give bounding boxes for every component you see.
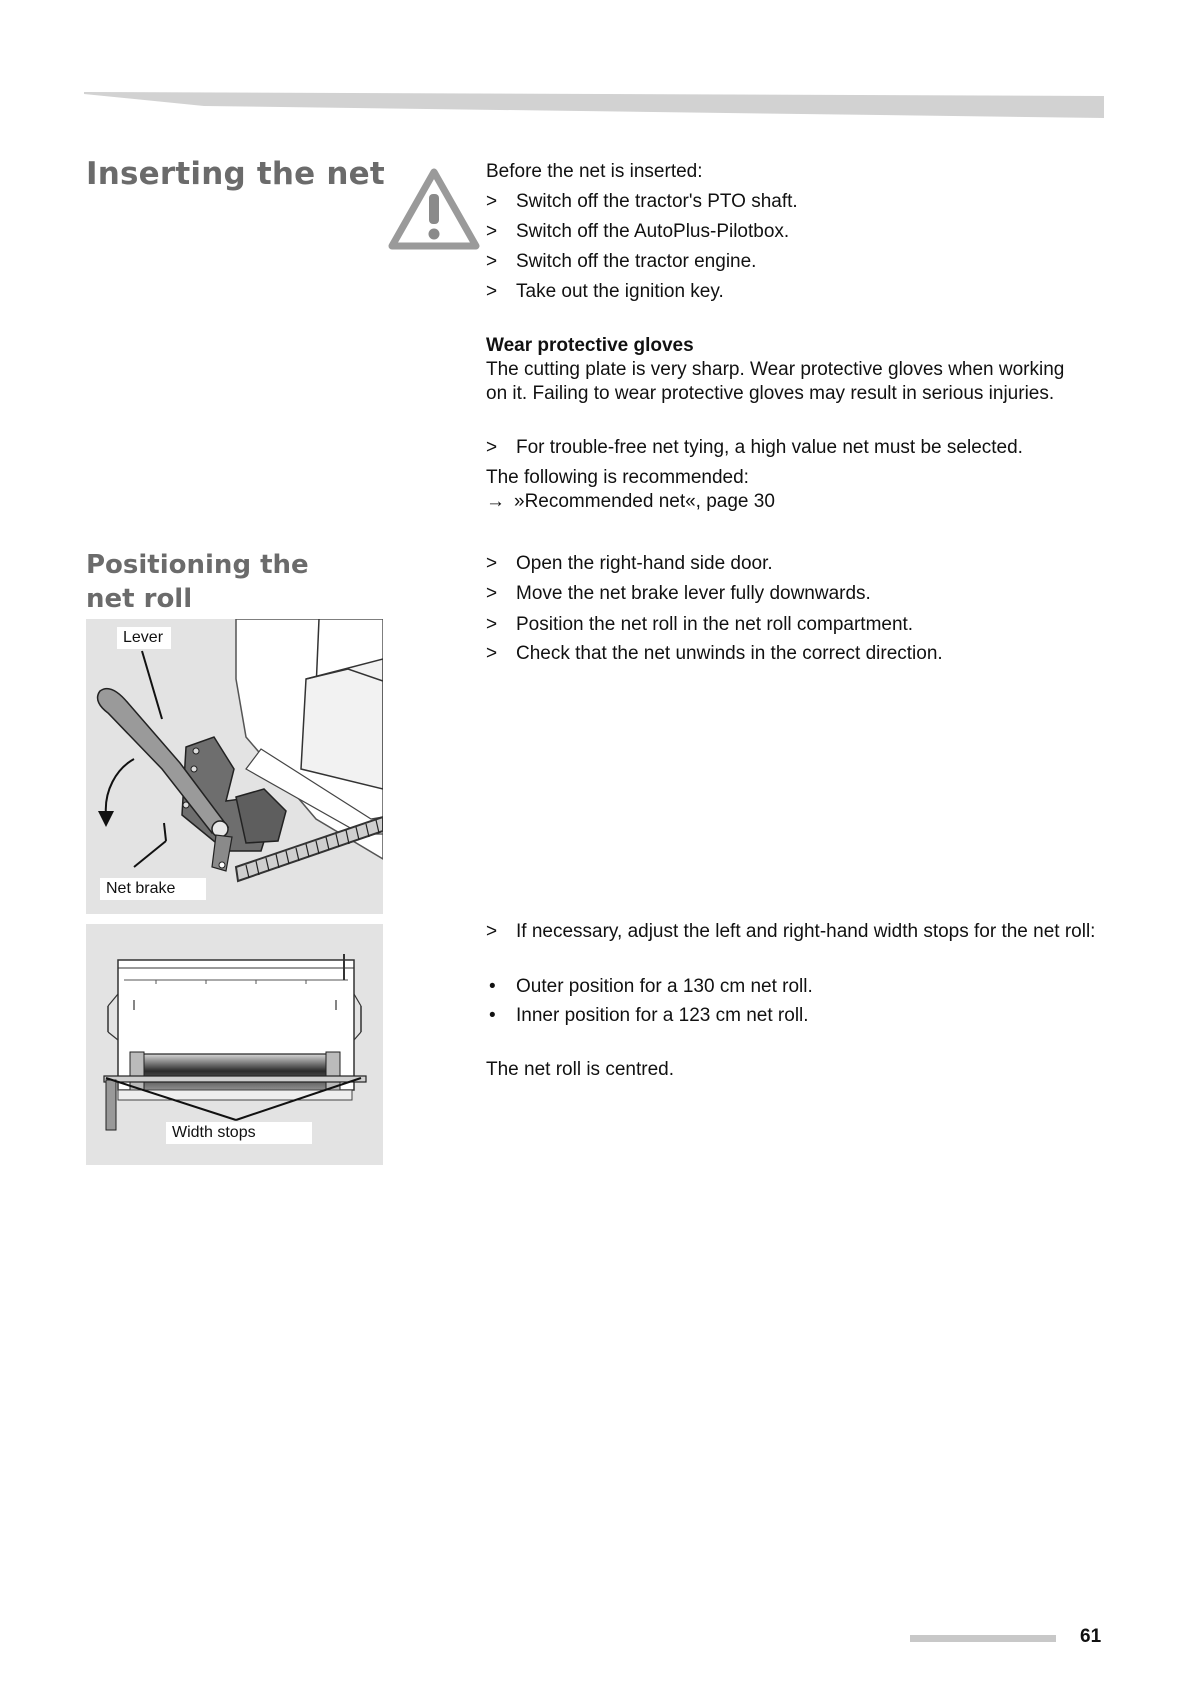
intro-text: Before the net is inserted: <box>486 161 703 182</box>
xref-link[interactable]: »Recommended net«, page 30 <box>514 491 775 512</box>
section-title-positioning-net-roll <box>86 548 336 616</box>
gloves-text-line2: on it. Failing to wear protective gloves may result in serious injuries. <box>486 383 1055 404</box>
title-line: net roll <box>86 584 193 614</box>
figure-label-width-stops: Width stops <box>166 1122 312 1144</box>
lever-illustration <box>86 619 383 914</box>
figure-width-stops <box>86 924 383 1165</box>
footer-bar <box>910 1635 1056 1642</box>
figure-net-brake-lever <box>86 619 383 914</box>
step-marker: > <box>486 921 498 942</box>
step-marker: > <box>486 583 498 604</box>
step-marker: > <box>486 251 498 272</box>
section-title-inserting-net: Inserting the net <box>86 156 385 192</box>
step-marker: > <box>486 221 498 242</box>
step-marker: > <box>486 643 498 664</box>
step-marker: > <box>486 553 498 574</box>
gloves-text-line1: The cutting plate is very sharp. Wear protective gloves when working <box>486 359 1065 380</box>
bullet-icon: • <box>489 976 496 997</box>
arrow-right-icon: → <box>486 491 505 512</box>
step-text: Switch off the tractor's PTO shaft. <box>516 191 798 212</box>
header-bar <box>84 90 1104 118</box>
step-text: Switch off the AutoPlus-Pilotbox. <box>516 221 790 242</box>
step-text: Open the right-hand side door. <box>516 553 773 574</box>
step-marker: > <box>486 437 498 458</box>
gloves-heading: Wear protective gloves <box>486 335 694 356</box>
step-text: For trouble-free net tying, a high value net must be selected. <box>516 437 1023 458</box>
step-text: Take out the ignition key. <box>516 281 724 302</box>
title-line: Positioning the <box>86 550 309 580</box>
figure-label-net-brake: Net brake <box>100 878 206 900</box>
page-number: 61 <box>1080 1626 1102 1647</box>
bullet-text: Outer position for a 130 cm net roll. <box>516 976 813 997</box>
step-marker: > <box>486 281 498 302</box>
step-text: If necessary, adjust the left and right-hand width stops for the net roll: <box>516 921 1096 942</box>
warning-triangle-icon <box>388 166 480 252</box>
result-text: The net roll is centred. <box>486 1059 674 1080</box>
figure-label-lever: Lever <box>117 627 171 649</box>
step-text: Move the net brake lever fully downwards. <box>516 583 871 604</box>
step-text: Position the net roll in the net roll compartment. <box>516 614 914 635</box>
step-marker: > <box>486 191 498 212</box>
step-text: Switch off the tractor engine. <box>516 251 757 272</box>
step-marker: > <box>486 614 498 635</box>
bullet-text: Inner position for a 123 cm net roll. <box>516 1005 809 1026</box>
recommended-intro: The following is recommended: <box>486 467 749 488</box>
bullet-icon: • <box>489 1005 496 1026</box>
step-text: Check that the net unwinds in the correct direction. <box>516 643 943 664</box>
